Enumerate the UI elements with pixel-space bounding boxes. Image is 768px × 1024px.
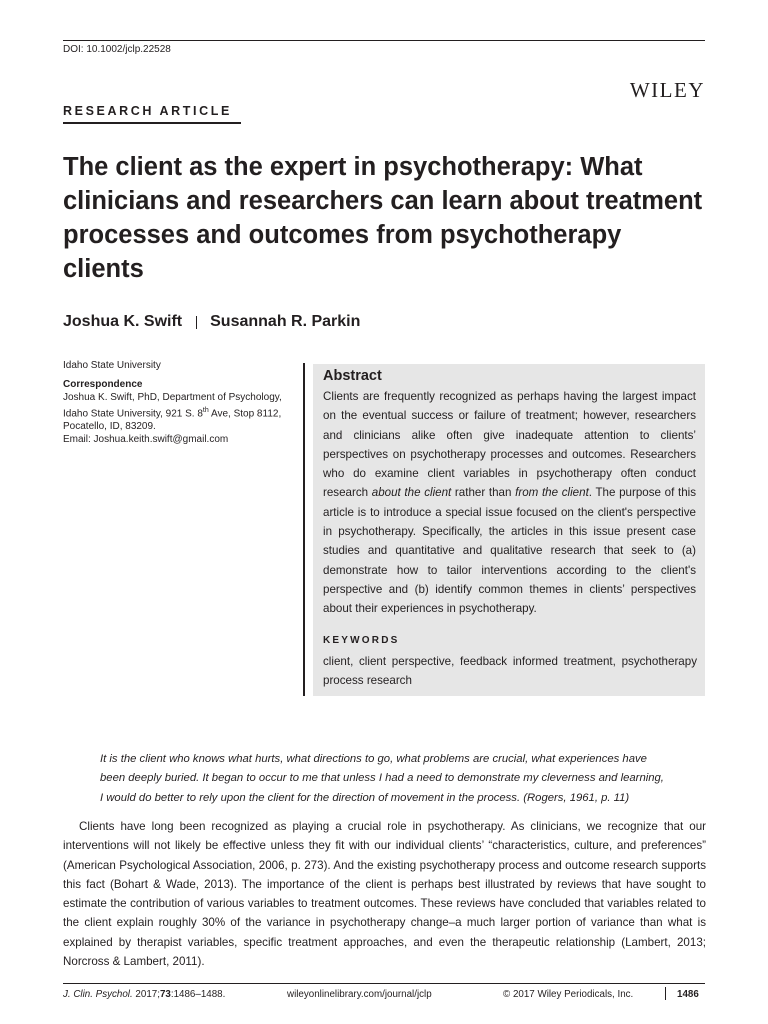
author-separator [196, 316, 197, 329]
author-name[interactable]: Susannah R. Parkin [210, 313, 361, 330]
abstract-text: Clients are frequently recognized as perhaps having the largest impact on the eventual success or failure of treatment; however, researchers and clinicians alike often give inadequate attention to clients’ perspectives on psychotherapy processes and outcomes. Researchers who do examine client variables in psychotherapy often conduct research about the client rather than from the client. The purpose of this article is to introduce a special issue focused on the client's perspective in psychotherapy. Specifically, the articles in this issue present case studies and quantitative and qualitative research that seek to (a) demonstrate how to tailor interventions according to the client's perspective and (b) identify common themes in clients’ perspectives about their experiences in psychotherapy. [323, 390, 697, 616]
body-paragraph: Clients have long been recognized as playing a crucial role in psychotherapy. As clinicians, we recognize that our interventions will not likely be effective unless they fit with our individual clients’ “characteristics, culture, and preferences” (American Psychological Association, 2006, p. 273). And the existing psychotherapy process and outcome research supports this fact (Bohart & Wade, 2013). The importance of the client is perhaps best illustrated by reviews that have sought to estimate the contribution of various variables to treatment outcomes. These reviews have concluded that variables related to the client explain roughly 30% of the variance in psychotherapy change–a much larger portion of variance than what is explained by therapist variables, specific treatment approaches, and even the therapeutic relationship (Lambert, 2013; Norcross & Lambert, 2011). [63, 820, 706, 969]
correspondence-line: Idaho State University, 921 S. 8th Ave, Stop 8112, [63, 407, 282, 420]
article-type-underline [63, 122, 241, 124]
keywords-heading: KEYWORDS [323, 635, 400, 646]
top-rule [63, 40, 705, 41]
footer-rule [63, 983, 705, 984]
footer-url[interactable]: wileyonlinelibrary.com/journal/jclp [287, 989, 432, 1000]
correspondence-line: Joshua K. Swift, PhD, Department of Psychology, [63, 392, 282, 403]
page-number: 1486 [677, 989, 699, 1000]
affiliation-panel [63, 359, 299, 446]
correspondence-line: Pocatello, ID, 83209. [63, 421, 156, 433]
article-type-label: RESEARCH ARTICLE [63, 104, 232, 118]
footer-separator [665, 987, 666, 1000]
keywords-text: client, client perspective, feedback informed treatment, psychotherapy process research [323, 655, 697, 687]
affiliation: Idaho State University [63, 360, 161, 371]
footer-citation: J. Clin. Psychol. 2017;73:1486–1488. [63, 989, 226, 1000]
abstract-heading: Abstract [323, 368, 382, 384]
footer-copyright: © 2017 Wiley Periodicals, Inc. [503, 989, 634, 1000]
author-list [63, 313, 360, 331]
article-title: The client as the expert in psychotherapy: What clinicians and researchers can learn about treatment processes and outcomes from psychotherapy clients [63, 153, 703, 283]
author-name[interactable]: Joshua K. Swift [63, 313, 183, 330]
correspondence-heading: Correspondence [63, 379, 143, 390]
abstract-divider [303, 363, 305, 696]
doi-line: DOI: 10.1002/jclp.22528 [63, 44, 171, 55]
correspondence-email[interactable]: Email: Joshua.keith.swift@gmail.com [63, 434, 229, 446]
publisher-logo: WILEY [629, 78, 705, 102]
epigraph-quote: It is the client who knows what hurts, what directions to go, what problems are crucial, what experiences have been deeply buried. It began to occur to me that unless I had a need to demonstrate my cleverness and learning, I would do better to rely upon the client for the direction of movement in the process. (Rogers, 1961, p. 11) [100, 753, 664, 804]
